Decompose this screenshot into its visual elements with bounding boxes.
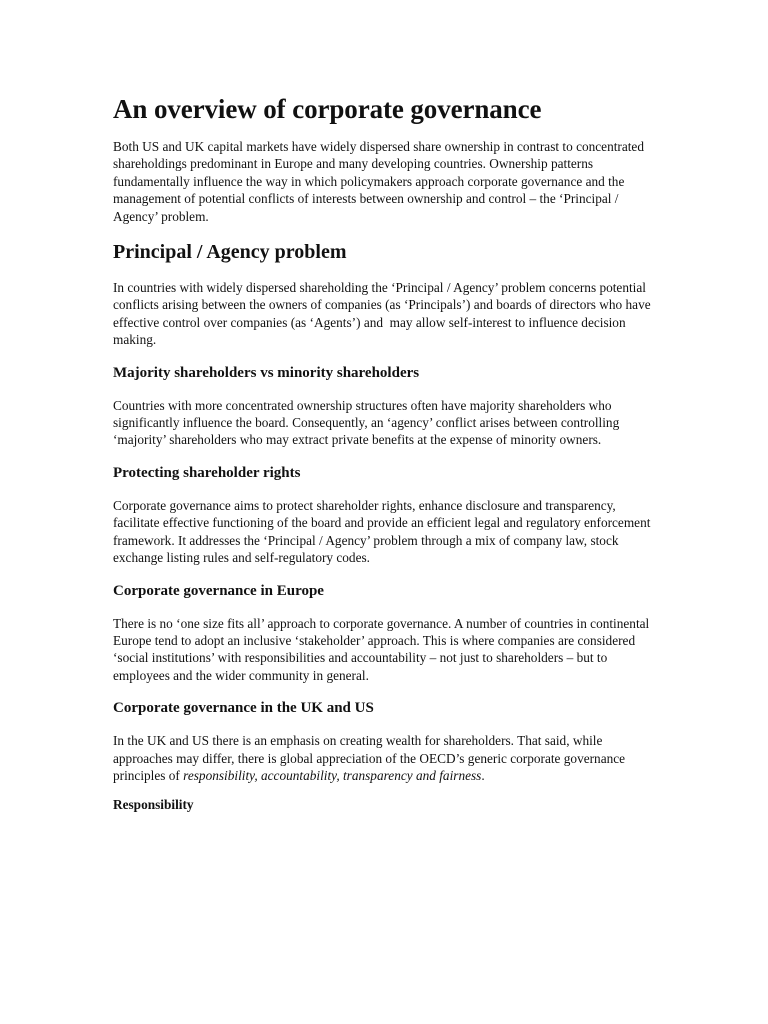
section-body-principal-agency: In countries with widely dispersed shareholding the ‘Principal / Agency’ problem concerns potential conflicts arising between the owners of companies (as ‘Principals’) and boards of directors who have effective control over companies (as ‘Agents’) and may allow self-interest to influence decision making. [113,280,654,348]
section-heading-uk-us: Corporate governance in the UK and US [113,700,374,717]
section-heading-europe: Corporate governance in Europe [113,582,324,599]
section-body-europe: There is no ‘one size fits all’ approach to corporate governance. A number of countries in continental Europe tend to adopt an inclusive ‘stakeholder’ approach. This is where companies are considered ‘social institutions’ with responsibilities and accountability – not just to shareholders – but to employees and the wider community in general. [113,615,650,683]
intro-paragraph: Both US and UK capital markets have widely dispersed share ownership in contrast to concentrated shareholdings predominant in Europe and many developing countries. Ownership patterns fundamentally influence the way in which policymakers approach corporate governance and the management of potential conflicts of interests between ownership and control – the ‘Principal / Agency’ problem. [113,139,644,224]
uk-us-body-end: . [481,767,485,783]
uk-us-body-start: In the UK and US there is an emphasis on creating wealth for shareholders. That said, while approaches may differ, there is global appreciation of the OECD’s generic corporate governance principles of [113,733,626,783]
section-heading-majority-minority: Majority shareholders vs minority shareholders [113,364,420,381]
section-heading-protecting-rights: Protecting shareholder rights [113,464,301,481]
uk-us-body-principles: responsibility, accountability, transparency and fairness [183,767,482,783]
page-title: An overview of corporate governance [113,94,542,124]
section-heading-principal-agency: Principal / Agency problem [113,241,347,264]
section-body-majority-minority: Countries with more concentrated ownership structures often have majority shareholders who significantly influence the board. Consequently, an ‘agency’ conflict arises between controlling ‘majority’ shareholders who may extract private benefits at the expense of minority owners. [113,397,620,448]
section-body-protecting-rights: Corporate governance aims to protect shareholder rights, enhance disclosure and transparency, facilitate effective functioning of the board and provide an efficient legal and regulatory enforcement framework. It addresses the ‘Principal / Agency’ problem through a mix of company law, stock exchange listing rules and self-regulatory codes. [113,497,651,566]
section-heading-responsibility: Responsibility [113,797,194,813]
document-page [113,92,653,814]
section-body-uk-us [113,732,653,784]
